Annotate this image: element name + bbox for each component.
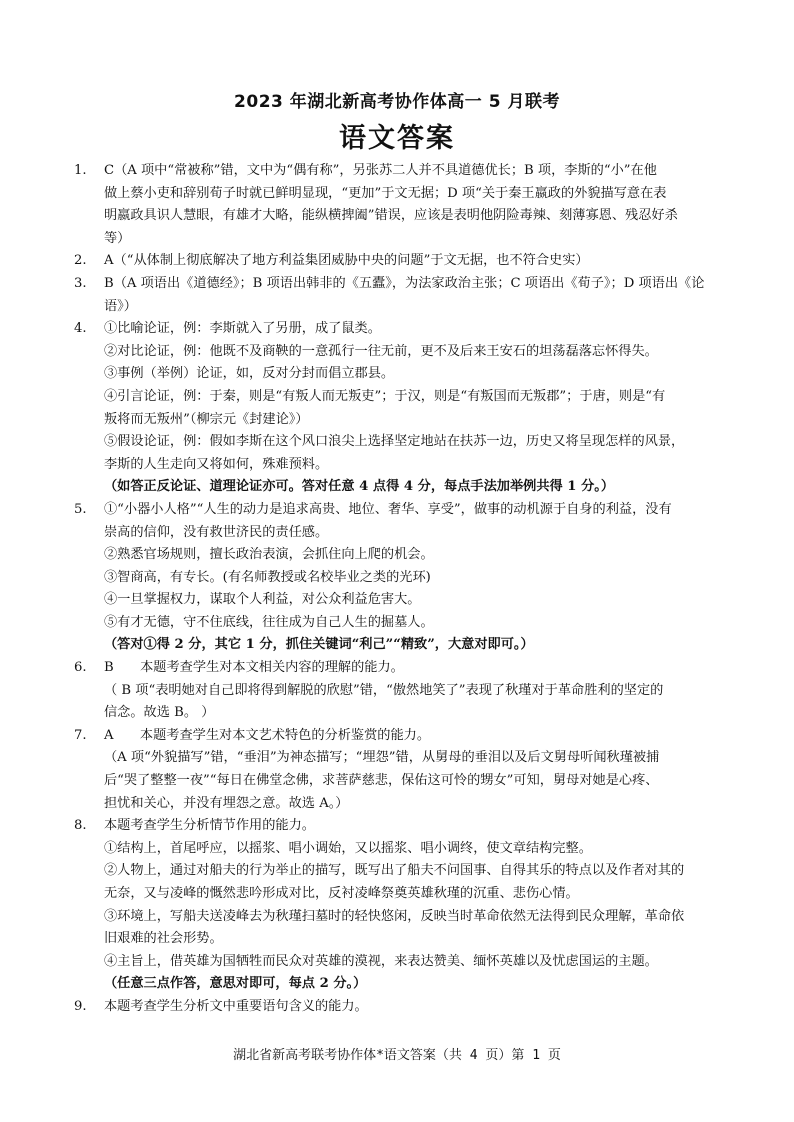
answer-line: ④主旨上，借英雄为国牺牲而民众对英雄的漠视，来表达赞美、缅怀英雄以及忧虑国运的主题。 bbox=[104, 953, 658, 969]
answer-body bbox=[104, 160, 726, 250]
answer-line: B 本题考查学生对本文相关内容的理解的能力。 bbox=[104, 660, 404, 676]
answer-line: 旧艰难的社会形势。 bbox=[104, 931, 223, 947]
answer-number: 8. bbox=[74, 818, 87, 834]
answer-line: 崇高的信仰，没有救世济民的责任感。 bbox=[104, 524, 329, 540]
answer-item bbox=[74, 250, 726, 273]
answer-item bbox=[74, 273, 726, 318]
page-title: 语文答案 bbox=[339, 123, 455, 154]
answer-line: 做上蔡小吏和辞别荀子时就已鲜明显现，“更加”于文无据；D 项“关于秦王嬴政的外貌描写意在表 bbox=[104, 185, 667, 201]
answer-line: 无奈，又与凌峰的慨然悲吟形成对比，反衬凌峰祭奠英雄秋瑾的沉重、悲伤心情。 bbox=[104, 886, 579, 901]
answer-line: ②人物上，通过对船夫的行为举止的描写，既写出了船夫不问国事、自得其乐的特点以及作者对其的 bbox=[104, 863, 685, 879]
answer-line: 等） bbox=[104, 230, 131, 246]
answer-body bbox=[104, 725, 726, 815]
page-footer: 湖北省新高考联考协作体*语文答案（共 4 页）第 1 页 bbox=[233, 1048, 561, 1063]
answer-line: ①“小器小人格”“人生的动力是追求高贵、地位、奢华、享受”，做事的动机源于自身的利益，没有 bbox=[104, 501, 672, 517]
answer-line: B（A 项语出《道德经》；B 项语出韩非的《五蠹》，为法家政治主张；C 项语出《荀子》；D 项语出《论 bbox=[104, 275, 705, 291]
answer-line: A（“从体制上彻底解决了地方利益集团威胁中央的问题”于文无据，也不符合史实） bbox=[104, 253, 589, 269]
answer-list bbox=[74, 160, 726, 1019]
answer-body bbox=[104, 273, 726, 318]
answer-line: 叛将而无叛州”（柳宗元《封建论》） bbox=[104, 411, 309, 427]
answer-number: 4. bbox=[74, 321, 87, 337]
answer-item bbox=[74, 815, 726, 973]
answer-line: 语》） bbox=[104, 298, 137, 314]
answer-line: A 本题考查学生对本文艺术特色的分析鉴赏的能力。 bbox=[104, 727, 431, 743]
answer-line: 本题考查学生分析文中重要语句含义的能力。 bbox=[104, 998, 368, 1014]
answer-line: （ B 项“表明她对自己即将得到解脱的欣慰”错，“傲然地笑了”表现了秋瑾对于革命胜利的坚定的 bbox=[104, 682, 664, 698]
answer-item bbox=[74, 996, 726, 1019]
answer-body bbox=[104, 318, 726, 476]
answer-number: 9. bbox=[74, 998, 87, 1014]
answer-item bbox=[74, 725, 726, 815]
answer-number: 6. bbox=[74, 660, 87, 676]
answer-line: 明嬴政具识人慧眼，有雄才大略，能纵横捭阖”错误，应该是表明他阴险毒辣、刻薄寡恩、残忍好杀 bbox=[104, 208, 678, 224]
answer-number: 5. bbox=[74, 501, 87, 517]
scoring-note: （任意三点作答，意思对即可，每点 2 分。） bbox=[104, 976, 367, 992]
answer-number: 2. bbox=[74, 253, 87, 269]
answer-line: ④一旦掌握权力，谋取个人利益，对公众利益危害大。 bbox=[104, 592, 421, 608]
answer-number: 3. bbox=[74, 275, 87, 291]
answer-line: （A 项“外貌描写”错，“垂泪”为神态描写；“埋怨”错，从舅母的垂泪以及后文舅母听闻秋瑾被捕 bbox=[104, 750, 660, 766]
answer-number: 1. bbox=[74, 163, 87, 178]
answer-item bbox=[74, 499, 726, 635]
answer-line: 后“哭了整整一夜”“每日在佛堂念佛，求菩萨慈悲，保佑这可怜的甥女”可知，舅母对她是心疼、 bbox=[104, 773, 659, 789]
answer-line: ①比喻论证，例：李斯就入了另册，成了鼠类。 bbox=[104, 321, 381, 337]
answer-body bbox=[104, 657, 726, 725]
answer-line: ①结构上，首尾呼应，以摇浆、唱小调始，又以摇浆、唱小调终，使文章结构完整。 bbox=[104, 840, 592, 856]
answer-item bbox=[74, 318, 726, 476]
answer-line: C（A 项中“常被称”错，文中为“偶有称”，另张苏二人并不具道德优长；B 项，李斯的“小”在他 bbox=[104, 163, 657, 178]
answer-line: 信念。故选 B。 ） bbox=[104, 705, 215, 721]
answer-line: ③智商高，有专长。(有名师教授或名校毕业之类的光环) bbox=[104, 569, 431, 585]
answer-line: ②熟悉官场规则，擅长政治表演，会抓住向上爬的机会。 bbox=[104, 547, 434, 563]
answer-body bbox=[104, 250, 726, 273]
answer-body bbox=[104, 499, 726, 635]
answer-line: ④引言论证，例：于秦，则是“有叛人而无叛吏”；于汉，则是“有叛国而无叛郡”；于唐，则是“有 bbox=[104, 388, 666, 404]
answer-number: 7. bbox=[74, 727, 87, 743]
answer-line: ⑤有才无德，守不住底线，往往成为自己人生的掘墓人。 bbox=[104, 614, 434, 630]
answer-line: ③环境上，写船夫送凌峰去为秋瑾扫墓时的轻快悠闲，反映当时革命依然无法得到民众理解，革命依 bbox=[104, 908, 685, 924]
answer-line: 李斯的人生走向又将如何，殊难预料。 bbox=[104, 456, 329, 472]
answer-line: ②对比论证，例：他既不及商鞅的一意孤行一往无前，更不及后来王安石的坦荡磊落忘怀得失。 bbox=[104, 343, 658, 359]
answer-item bbox=[74, 657, 726, 725]
scoring-note: （如答正反论证、道理论证亦可。答对任意 4 点得 4 分，每点手法加举例共得 1 分。） bbox=[104, 479, 615, 495]
answer-body bbox=[104, 996, 726, 1019]
answer-item bbox=[74, 160, 726, 250]
exam-header: 2023 年湖北新高考协作体高一 5 月联考 bbox=[234, 92, 560, 112]
scoring-note: （答对①得 2 分，其它 1 分，抓住关键词“利己”“精致”，大意对即可。） bbox=[104, 637, 534, 653]
answer-line: 担忧和关心，并没有埋怨之意。故选 A。） bbox=[104, 795, 349, 811]
answer-line: 本题考查学生分析情节作用的能力。 bbox=[104, 818, 315, 834]
answer-body bbox=[104, 815, 726, 973]
answer-line: ③事例（举例）论证，如，反对分封而倡立郡县。 bbox=[104, 366, 395, 382]
answer-line: ⑤假设论证，例：假如李斯在这个风口浪尖上选择坚定地站在扶苏一边，历史又将呈现怎样的风景， bbox=[104, 434, 685, 450]
